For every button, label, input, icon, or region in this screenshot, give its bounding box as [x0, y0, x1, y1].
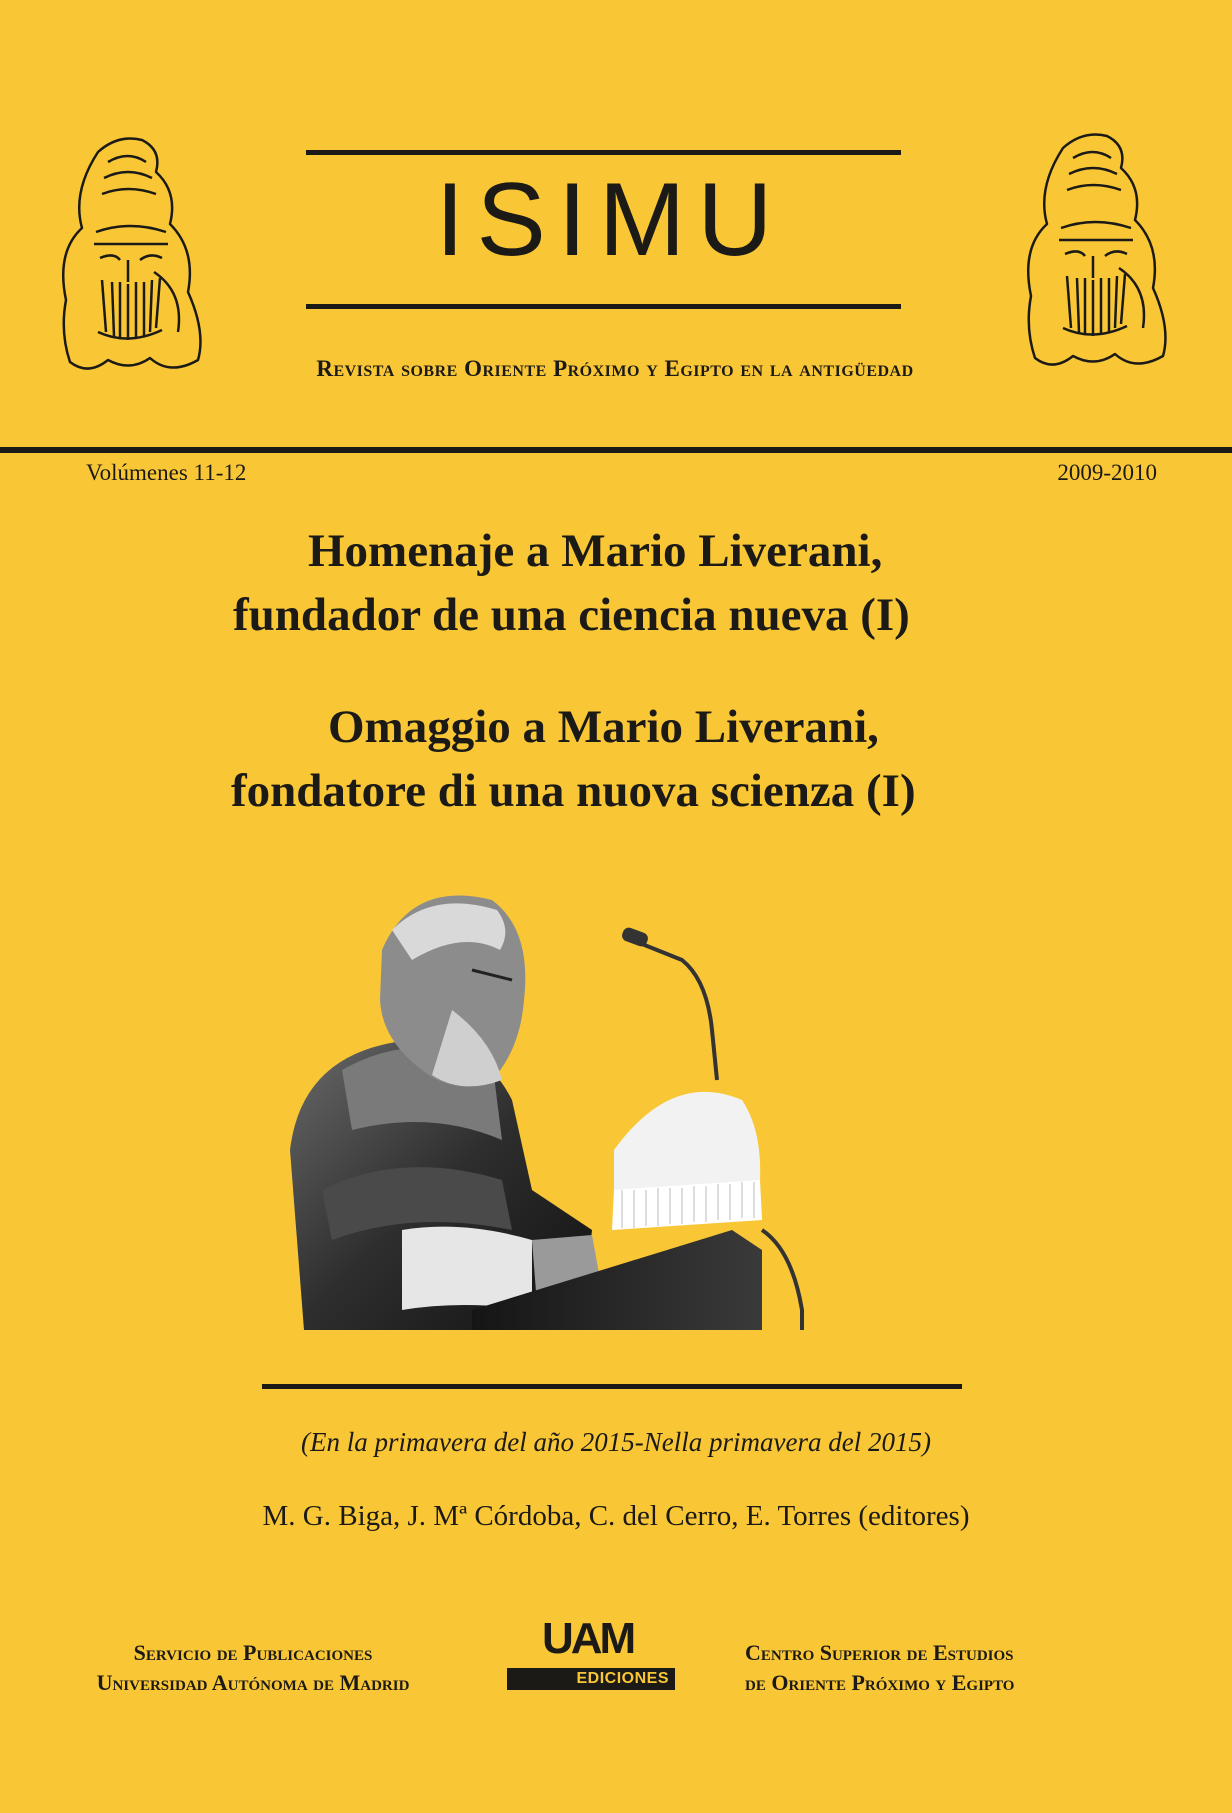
uam-logo-label: EDICIONES: [507, 1668, 675, 1690]
photo-caption: (En la primavera del año 2015-Nella primavera del 2015): [301, 1427, 931, 1457]
publisher-left-line2: Universidad Autónoma de Madrid: [96, 1670, 410, 1695]
years-label: 2009-2010: [1057, 460, 1157, 485]
left-emblem-head-icon: [58, 132, 210, 378]
heading-spanish-line2: fundador de una ciencia nueva (I): [233, 589, 910, 641]
header-divider: [0, 447, 1232, 453]
portrait-photo: [262, 890, 982, 1390]
masthead-top-rule: [306, 150, 901, 155]
publisher-left-line1: Servicio de Publicaciones: [133, 1640, 373, 1665]
journal-title: ISIMU: [435, 162, 785, 278]
publisher-left: [58, 1638, 448, 1698]
uam-ediciones-logo: [502, 1614, 678, 1694]
journal-subtitle: Revista sobre Oriente Próximo y Egipto en la antigüedad: [316, 356, 914, 381]
publisher-right-line1: Centro Superior de Estudios: [745, 1640, 1014, 1665]
publisher-right: [745, 1638, 1095, 1698]
masthead-bottom-rule: [306, 304, 901, 309]
editors-line: M. G. Biga, J. Mª Córdoba, C. del Cerro, E. Torres (editores): [262, 1500, 970, 1532]
right-emblem-head-icon: [1023, 128, 1175, 376]
heading-italian-line1: Omaggio a Mario Liverani,: [328, 701, 879, 753]
volume-label: Volúmenes 11-12: [86, 460, 247, 485]
uam-logo-text: UAM: [542, 1614, 634, 1663]
heading-italian-line2: fondatore di una nuova scienza (I): [231, 765, 916, 817]
photo-base-rule: [262, 1384, 962, 1389]
heading-spanish-line1: Homenaje a Mario Liverani,: [308, 525, 883, 577]
publisher-right-line2: de Oriente Próximo y Egipto: [745, 1670, 1015, 1695]
